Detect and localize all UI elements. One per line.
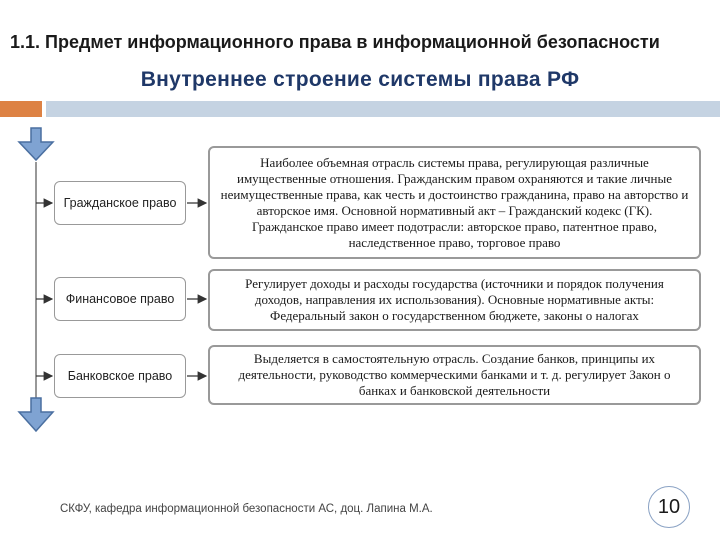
slide-title: 1.1. Предмет информационного права в информационной безопасности bbox=[10, 32, 660, 52]
branch-label-financial-law: Финансовое право bbox=[54, 277, 186, 321]
description-civil-law: Наиболее объемная отрасль системы права, регулирующая различные имущественные отношения. Гражданским правом охраняются и такие личные неимущественные права, как честь и достоинство гражданина, право на авторство и авторское имя. Основной нормативный акт – Гражданский кодекс (ГК). Гражданское право имеет подотрасли: авторское право, патентное право, наследственное право, торговое право bbox=[208, 146, 701, 259]
branch-label-civil-law: Гражданское право bbox=[54, 181, 186, 225]
branch-label-banking-law: Банковское право bbox=[54, 354, 186, 398]
slide-subtitle: Внутреннее строение системы права РФ bbox=[140, 68, 580, 91]
down-arrow-icon-top bbox=[19, 128, 53, 160]
description-banking-law: Выделяется в самостоятельную отрасль. Создание банков, принципы их деятельности, руководство коммерческими банками и т. д. регулирует Закон о банках и банковской деятельности bbox=[208, 345, 701, 405]
description-financial-law: Регулирует доходы и расходы государства (источники и порядок получения доходов, направления их использования). Основные нормативные акты: Федеральный закон о государственном бюджете, законы о налогах bbox=[208, 269, 701, 331]
footer-text: СКФУ, кафедра информационной безопасности АС, доц. Лапина М.А. bbox=[60, 503, 433, 515]
down-arrow-icon-bottom bbox=[19, 398, 53, 431]
page-number: 10 bbox=[648, 486, 690, 528]
